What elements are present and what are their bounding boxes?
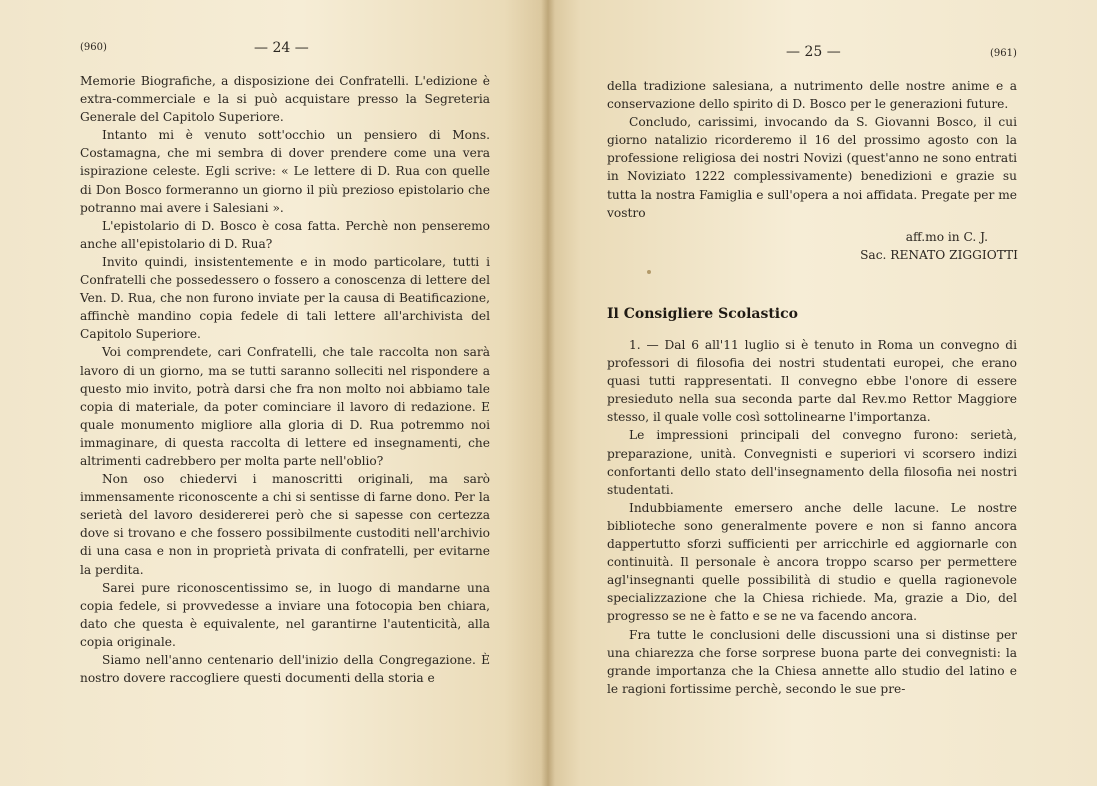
- right-margin-number: (961): [990, 48, 1017, 59]
- paragraph: Indubbiamente emersero anche delle lacune. Le nostre biblioteche sono generalmente povere e non si fanno ancora dappertutto sforzi sufficienti per arricchirle ed aggiornarle con continuità. Il personale è ancora troppo scarso per permettere agl'insegnanti quelle possibilità di studio e quella ragionevole specializzazione che la Chiesa richiede. Ma, grazie a Dio, del progresso se ne è fatto e se ne va facendo ancora.: [607, 500, 1017, 624]
- paragraph: Invito quindi, insistentemente e in modo particolare, tutti i Confratelli che possedessero o fossero a conoscenza di lettere del Ven. D. Rua, che non furono inviate per la causa di Beatificazione, affinchè mandino copia fedele di tali lettere all'archivista del Capitolo Superiore.: [80, 254, 490, 342]
- right-page-number: — 25 —: [786, 44, 841, 60]
- paragraph: Non oso chiedervi i manoscritti originali, ma sarò immensamente riconoscente a chi si sentisse di farne dono. Per la serietà del lavoro desidererei però che si sapesse con certezza dove si trovano e che fossero possibilmente custoditi nell'archivio di una casa e non in proprietà privata di confratelli, per evitarne la perdita.: [80, 472, 490, 577]
- section-body-text: [607, 336, 1017, 698]
- ink-dot: [647, 270, 651, 274]
- paragraph: Fra tutte le conclusioni delle discussioni una si distinse per una chiarezza che forse sorprese buona parte dei convegnisti: la grande importanza che la Chiesa annette allo studio del latino e le ragioni fortissime perchè, secondo le sue pre-: [607, 627, 1017, 696]
- paragraph: Le impressioni principali del convegno furono: serietà, preparazione, unità. Convegnisti e superiori vi scorsero indizi confortanti dello stato dell'insegnamento della filosofia nei nostri studentati.: [607, 428, 1017, 497]
- paragraph: Voi comprendete, cari Confratelli, che tale raccolta non sarà lavoro di un giorno, ma se tutti saranno solleciti nel rispondere a questo mio invito, potrà darsi che fra non molto noi abbiamo tale copia di materiale, da poter cominciare il lavoro di redazione. E quale monumento migliore alla gloria di D. Rua potremmo noi immaginare, di questa raccolta di lettere ed insegnamenti, che altrimenti cadrebbero per molta parte nell'oblio?: [80, 345, 490, 468]
- paragraph: della tradizione salesiana, a nutrimento delle nostre anime e a conservazione dello spirito di D. Bosco per le generazioni future.: [607, 79, 1017, 112]
- paragraph: Memorie Biografiche, a disposizione dei Confratelli. L'edizione è extra-commerciale e la si può acquistare presso la Segreteria Generale del Capitolo Superiore.: [80, 74, 490, 125]
- left-page-number: — 24 —: [254, 40, 309, 56]
- left-body-text: [80, 72, 490, 687]
- right-page: [548, 0, 1097, 786]
- signature: Sac. RENATO ZIGGIOTTI: [860, 248, 1018, 262]
- section-title: Il Consigliere Scolastico: [607, 306, 798, 322]
- left-margin-number: (960): [80, 42, 107, 53]
- left-page: [0, 0, 548, 786]
- paragraph: 1. — Dal 6 all'11 luglio si è tenuto in Roma un convegno di professori di filosofia dei nostri studentati europei, che erano quasi tutti rappresentati. Il convegno ebbe l'onore di essere presieduto nella sua seconda parte dal Rev.mo Rettor Maggiore stesso, il quale volle così sottolinearne l'importanza.: [607, 338, 1017, 425]
- book-gutter: [541, 0, 555, 786]
- paragraph: Intanto mi è venuto sott'occhio un pensiero di Mons. Costamagna, che mi sembra di dover prendere come una vera ispirazione celeste. Egli scrive: « Le lettere di D. Rua con quelle di Don Bosco formeranno un giorno il più prezioso epistolario che potranno mai avere i Salesiani ».: [80, 128, 490, 215]
- paragraph: Siamo nell'anno centenario dell'inizio della Congregazione. È nostro dovere raccogliere questi documenti della storia e: [80, 653, 490, 686]
- paragraph: Concludo, carissimi, invocando da S. Giovanni Bosco, il cui giorno natalizio ricorderemo il 16 del prossimo agosto con la professione religiosa dei nostri Novizi (quest'anno ne sono entrati in Noviziato 1222 complessivamente) benedizioni e grazie su tutta la nostra Famiglia e sull'opera a noi affidata. Pregate per me vostro: [607, 115, 1017, 220]
- right-body-text: [607, 77, 1017, 222]
- closing-line: aff.mo in C. J.: [905, 230, 988, 244]
- paragraph: L'epistolario di D. Bosco è cosa fatta. Perchè non penseremo anche all'epistolario di D. Rua?: [80, 218, 490, 251]
- paragraph: Sarei pure riconoscentissimo se, in luogo di mandarne una copia fedele, si provvedesse a inviare una fotocopia ben chiara, dato che questa è equivalente, nel garantirne l'autenticità, alla copia originale.: [80, 580, 490, 649]
